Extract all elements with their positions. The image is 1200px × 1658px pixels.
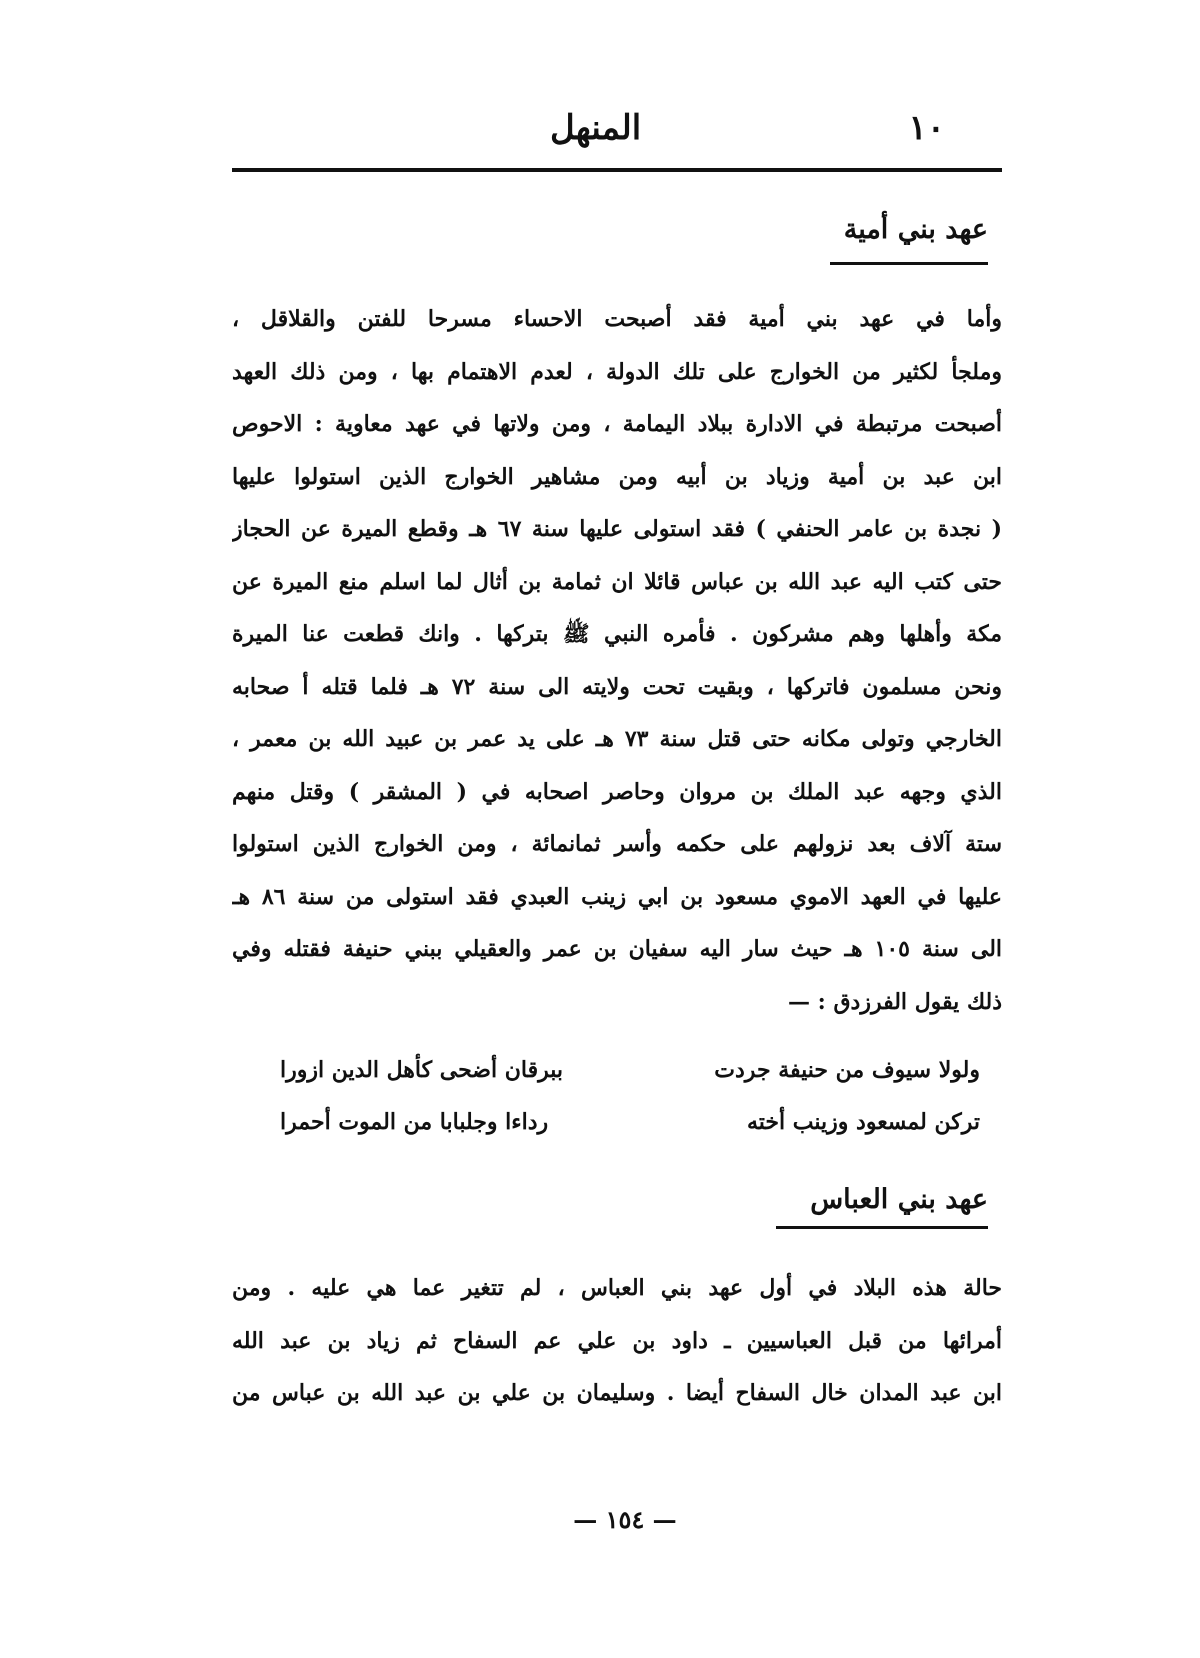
- text-line: الخارجي وتولى مكانه حتى قتل سنة ٧٣ هـ على يد عمر بن عبيد الله بن معمر ،: [232, 726, 1002, 752]
- text-line: حتى كتب اليه عبد الله بن عباس قائلا ان ثمامة بن أثال لما اسلم منع الميرة عن: [232, 568, 1002, 595]
- section-heading-underline: [776, 1226, 988, 1229]
- section-heading-underline: [830, 262, 988, 265]
- verse-row: [280, 1044, 980, 1096]
- section-heading-abbasid: عهد بني العباس: [810, 1184, 988, 1215]
- verse-hemistich-second: رداءا وجلبابا من الموت أحمرا: [280, 1109, 549, 1135]
- text-line: ونحن مسلمون فاتركها ، وبقيت تحت ولايته الى سنة ٧٢ هـ فلما قتله أ صحابه: [232, 673, 1002, 700]
- text-line: ذلك يقول الفرزدق : —: [788, 988, 1002, 1015]
- section-body-umayyad: [232, 293, 1002, 1028]
- journal-title: المنهل: [550, 108, 642, 148]
- text-line: أمرائها من قبل العباسيين ـ داود بن علي عم السفاح ثم زياد بن عبد الله: [232, 1327, 1002, 1354]
- verse-row: [280, 1096, 980, 1148]
- text-line: ابن عبد بن أمية وزياد بن أبيه ومن مشاهير الخوارج الذين استولوا عليها: [232, 463, 1002, 490]
- section-body-abbasid: [232, 1262, 1002, 1420]
- text-line: حالة هذه البلاد في أول عهد بني العباس ، لم تتغير عما هي عليه . ومن: [232, 1275, 1002, 1301]
- page-number-top: ١٠: [908, 108, 945, 148]
- text-line: الى سنة ١٠٥ هـ حيث سار اليه سفيان بن عمر والعقيلي ببني حنيفة فقتله وفي: [232, 936, 1002, 962]
- text-line: ابن عبد المدان خال السفاح أيضا . وسليمان بن علي بن عبد الله بن عباس من: [232, 1380, 1002, 1406]
- verse-hemistich-first: تركن لمسعود وزينب أخته: [746, 1109, 980, 1135]
- verse-hemistich-first: ولولا سيوف من حنيفة جردت: [714, 1057, 980, 1083]
- verse-hemistich-second: ببرقان أضحى كأهل الدين ازورا: [280, 1057, 564, 1083]
- page-number-bottom: — ١٥٤ —: [573, 1505, 677, 1534]
- text-line: ستة آلاف بعد نزولهم على حكمه وأسر ثمانمائة ، ومن الخوارج الذين استولوا: [232, 831, 1002, 857]
- text-line: أصبحت مرتبطة في الادارة ببلاد اليمامة ، ومن ولاتها في عهد معاوية : الاحوص: [232, 411, 1002, 437]
- text-line: الذي وجهه عبد الملك بن مروان وحاصر اصحابه في ( المشقر ) وقتل منهم: [232, 778, 1002, 805]
- poem-verses: [280, 1044, 980, 1148]
- text-line: عليها في العهد الاموي مسعود بن ابي زينب العبدي فقد استولى من سنة ٨٦ هـ: [232, 883, 1002, 910]
- section-heading-umayyad: عهد بني أمية: [843, 214, 988, 245]
- header-divider: [232, 168, 1002, 172]
- text-line: ( نجدة بن عامر الحنفي ) فقد استولى عليها سنة ٦٧ هـ وقطع الميرة عن الحجاز: [232, 516, 1002, 542]
- text-line: وأما في عهد بني أمية فقد أصبحت الاحساء مسرحا للفتن والقلاقل ،: [232, 306, 1002, 332]
- text-line: وملجأ لكثير من الخوارج على تلك الدولة ، لعدم الاهتمام بها ، ومن ذلك العهد: [232, 358, 1002, 385]
- page-header: [230, 108, 1000, 158]
- text-line: مكة وأهلها وهم مشركون . فأمره النبي ﷺ بتركها . وانك قطعت عنا الميرة: [232, 621, 1002, 647]
